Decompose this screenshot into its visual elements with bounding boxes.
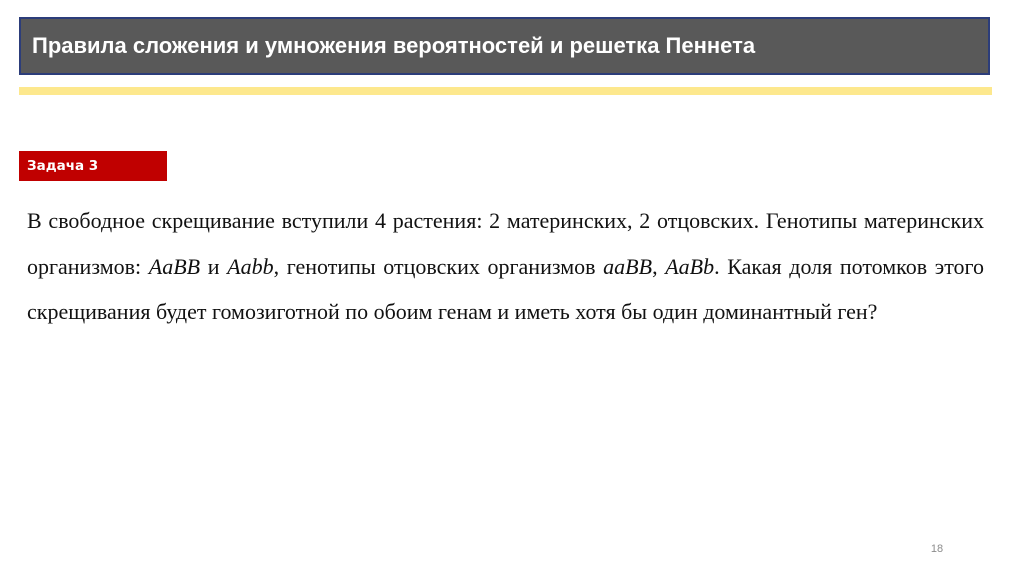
problem-text-part-3: , генотипы отцовских организмов bbox=[273, 253, 604, 279]
problem-text-part-5: . Какая доля потомков этого скрещивания будет гомозиготной по обоим генам и иметь хотя бы один доминантный ген? bbox=[27, 253, 985, 324]
genotype-maternal-1: AaBB bbox=[148, 253, 201, 279]
problem-text-part-4: , bbox=[652, 253, 666, 279]
task-badge bbox=[19, 151, 167, 181]
slide-title-bar bbox=[19, 17, 990, 75]
genotype-paternal-2: AaBb bbox=[665, 253, 715, 279]
genotype-paternal-1: aaBB bbox=[603, 253, 653, 279]
problem-text bbox=[27, 198, 984, 335]
problem-text-part-1: В свободное скрещивание вступили 4 растения: 2 материнских, 2 отцовских. Генотипы материнских организмов: bbox=[27, 208, 984, 279]
page-number: 18 bbox=[930, 543, 944, 555]
genotype-maternal-2: Aabb bbox=[227, 253, 274, 279]
accent-divider bbox=[19, 87, 992, 95]
slide-title: Правила сложения и умножения вероятностей и решетка Пеннета bbox=[32, 33, 756, 58]
problem-text-part-2: и bbox=[200, 253, 228, 279]
task-label: Задача 3 bbox=[27, 158, 99, 174]
